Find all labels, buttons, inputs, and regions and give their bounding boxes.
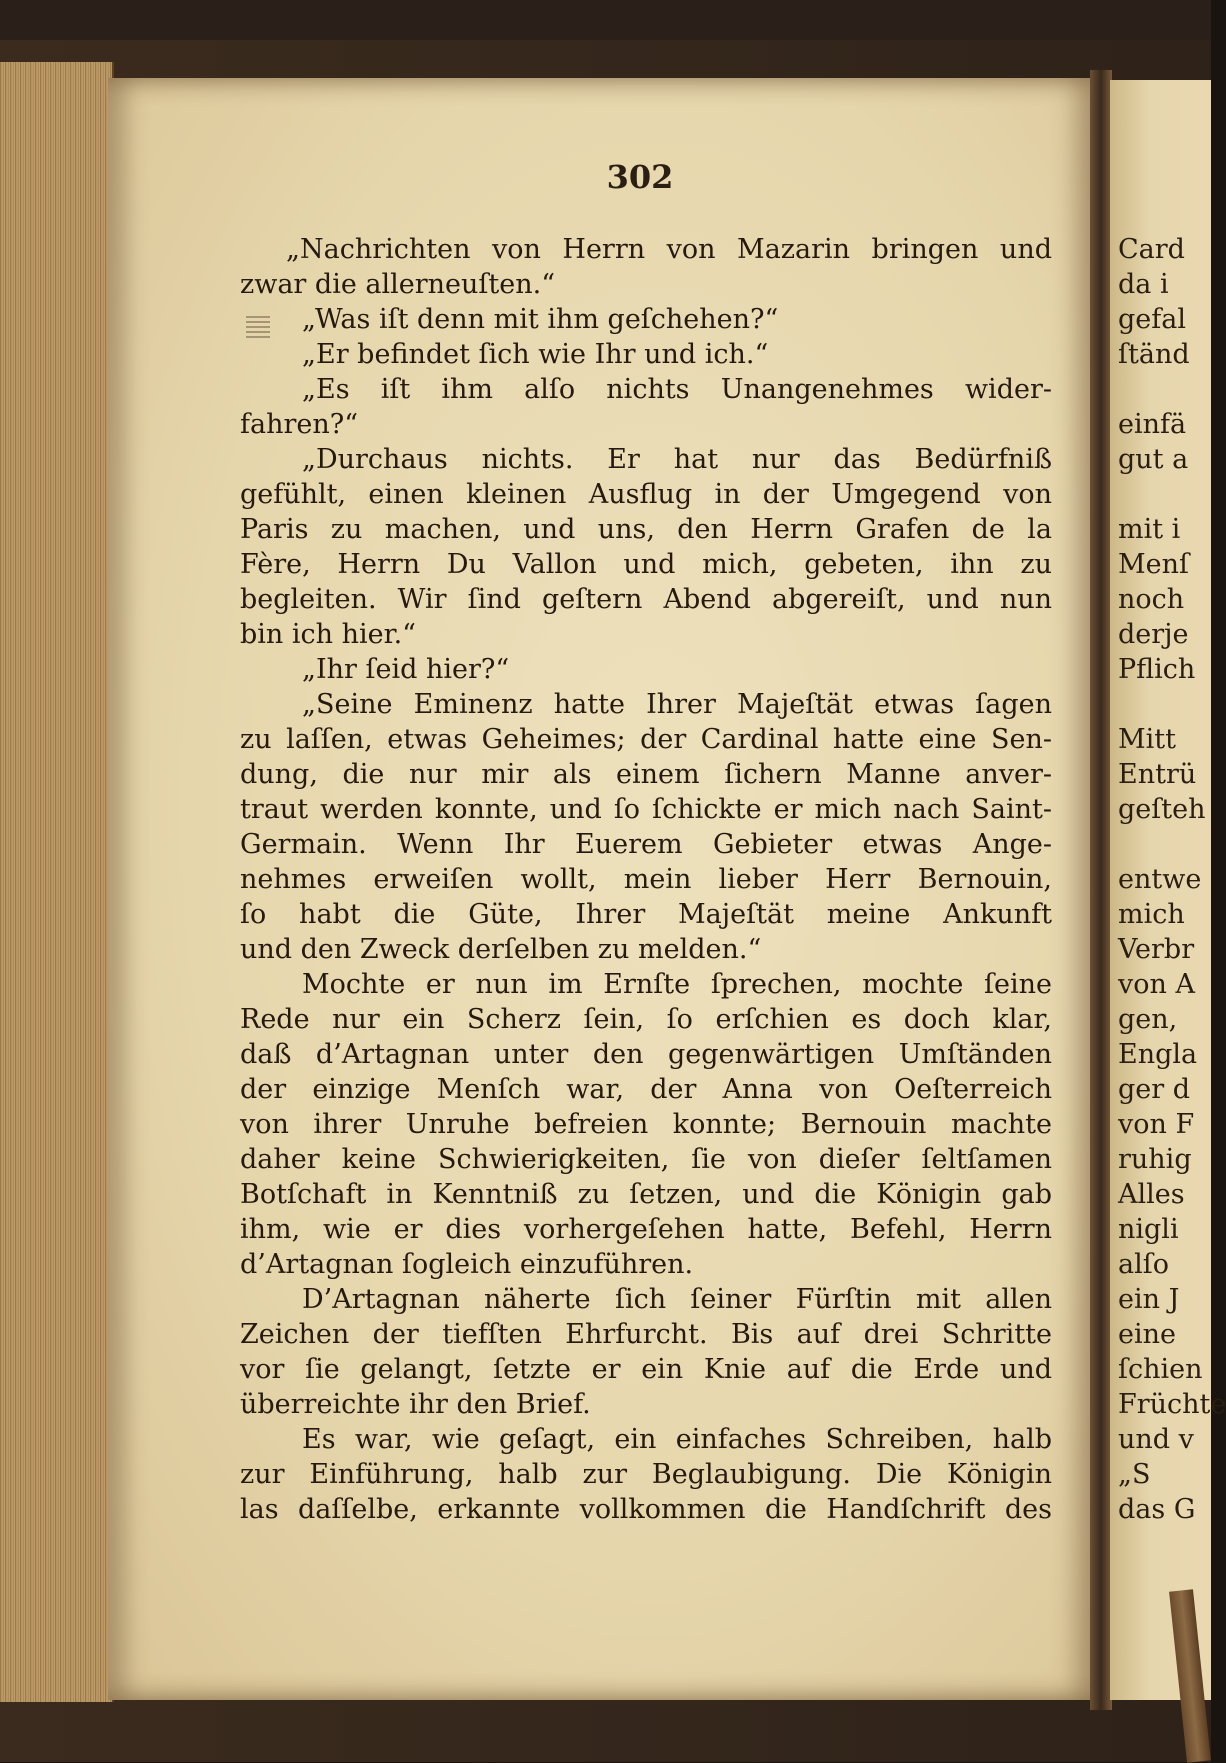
right-page-line: gut a xyxy=(1118,444,1189,475)
right-page-line: Engla xyxy=(1118,1039,1198,1070)
right-page-line: mich xyxy=(1118,899,1185,930)
text-line: und den Zweck derſelben zu melden.“ xyxy=(240,934,762,965)
text-line: Es war, wie geſagt, ein einfaches Schreiben, halb xyxy=(302,1424,1052,1455)
right-page-line: Entrü xyxy=(1118,759,1197,790)
right-page-line: „S xyxy=(1118,1459,1151,1490)
right-page-text-fragments xyxy=(1118,232,1226,1527)
right-page-line: Menſ xyxy=(1118,549,1190,580)
text-line: daher keine Schwierigkeiten, ſie von dieſer ſeltſamen xyxy=(240,1144,1052,1175)
text-line: traut werden konnte, und ſo ſchickte er mich nach Saint- xyxy=(240,794,1052,825)
text-line: Mochte er nun im Ernſte ſprechen, mochte ſeine xyxy=(302,969,1052,1000)
text-line: von ihrer Unruhe befreien konnte; Bernouin machte xyxy=(240,1109,1052,1140)
text-line: las daſſelbe, erkannte vollkommen die Handſchrift des xyxy=(240,1494,1052,1525)
right-page-line: von A xyxy=(1118,969,1195,1000)
text-line: zur Einführung, halb zur Beglaubigung. Die Königin xyxy=(240,1459,1052,1490)
right-page-line: von F xyxy=(1118,1109,1195,1140)
text-line: zu laſſen, etwas Geheimes; der Cardinal hatte eine Sen- xyxy=(240,724,1052,755)
text-line: „Durchaus nichts. Er hat nur das Bedürfniß xyxy=(302,444,1052,475)
right-page-line: und v xyxy=(1118,1424,1194,1455)
text-line: Fère, Herrn Du Vallon und mich, gebeten, ihn zu xyxy=(240,549,1052,580)
right-page-line: mit i xyxy=(1118,514,1181,545)
text-line: dung, die nur mir als einem ſichern Manne anver- xyxy=(240,759,1052,790)
page-number: 302 xyxy=(606,158,674,196)
page-edges xyxy=(0,62,114,1702)
right-page-line: Mitt xyxy=(1118,724,1176,755)
text-line: Rede nur ein Scherz ſein, ſo erſchien es doch klar, xyxy=(240,1004,1052,1035)
text-line: D’Artagnan näherte ſich ſeiner Fürſtin mit allen xyxy=(302,1284,1052,1315)
right-page-line: Card xyxy=(1118,234,1185,265)
text-line: „Was iſt denn mit ihm geſchehen?“ xyxy=(302,304,779,335)
text-line: begleiten. Wir ſind geſtern Abend abgereiſt, und nun xyxy=(240,584,1052,615)
book-gutter xyxy=(1090,70,1112,1710)
text-line: fahren?“ xyxy=(240,409,359,440)
right-page-line xyxy=(1118,827,1211,862)
text-line: „Nachrichten von Herrn von Mazarin bringen und xyxy=(286,234,1052,265)
right-page-line: einfä xyxy=(1118,409,1187,440)
right-page-line xyxy=(1118,477,1211,512)
right-page-line: da i xyxy=(1118,269,1169,300)
right-page-line: noch xyxy=(1118,584,1185,615)
right-page-line: eine xyxy=(1118,1319,1176,1350)
text-line: Botſchaft in Kenntniß zu ſetzen, und die Königin gab xyxy=(240,1179,1052,1210)
text-line: zwar die allerneuſten.“ xyxy=(240,269,556,300)
text-line: Zeichen der tiefſten Ehrfurcht. Bis auf drei Schritte xyxy=(240,1319,1052,1350)
right-page-line: gen, xyxy=(1118,1004,1178,1035)
text-line: überreichte ihr den Brief. xyxy=(240,1389,591,1420)
text-line: „Ihr ſeid hier?“ xyxy=(302,654,510,685)
right-page-line: Verbr xyxy=(1118,934,1195,965)
text-line: „Es iſt ihm alſo nichts Unangenehmes wider- xyxy=(302,374,1052,405)
right-page-line: alſo xyxy=(1118,1249,1169,1280)
text-line: gefühlt, einen kleinen Ausflug in der Umgegend von xyxy=(240,479,1052,510)
text-line: bin ich hier.“ xyxy=(240,619,416,650)
right-page-line: ein J xyxy=(1118,1284,1180,1315)
text-line: vor ſie gelangt, ſetzte er ein Knie auf die Erde und xyxy=(240,1354,1052,1385)
text-line: Germain. Wenn Ihr Euerem Gebieter etwas Ange- xyxy=(240,829,1052,860)
right-page-line: ſtänd xyxy=(1118,339,1190,370)
right-page-line: ger d xyxy=(1118,1074,1191,1105)
right-page-line: ruhig xyxy=(1118,1144,1192,1175)
text-line: der einzige Menſch war, der Anna von Oeſterreich xyxy=(240,1074,1052,1105)
text-line: ſo habt die Güte, Ihrer Majeſtät meine Ankunft xyxy=(240,899,1052,930)
text-line: d’Artagnan ſogleich einzuführen. xyxy=(240,1249,694,1280)
right-page-line: nigli xyxy=(1118,1214,1179,1245)
text-line: daß d’Artagnan unter den gegenwärtigen Umſtänden xyxy=(240,1039,1052,1070)
text-line: nehmes erweiſen wollt, mein lieber Herr Bernouin, xyxy=(240,864,1052,895)
right-page-line xyxy=(1118,687,1211,722)
right-page-line: entwe xyxy=(1118,864,1202,895)
text-line: ihm, wie er dies vorhergeſehen hatte, Befehl, Herrn xyxy=(240,1214,1052,1245)
right-page-line: Alles xyxy=(1118,1179,1185,1210)
text-line: Paris zu machen, und uns, den Herrn Grafen de la xyxy=(240,514,1052,545)
right-page-line: Früchte xyxy=(1118,1389,1226,1420)
right-page-line: ſchien xyxy=(1118,1354,1203,1385)
right-page-line: geſteh xyxy=(1118,794,1206,825)
text-line: „Seine Eminenz hatte Ihrer Majeſtät etwas ſagen xyxy=(302,689,1052,720)
right-page-line: das G xyxy=(1118,1494,1196,1525)
right-page-line: derje xyxy=(1118,619,1189,650)
right-page-line: gefal xyxy=(1118,304,1186,335)
text-line: „Er befindet ſich wie Ihr und ich.“ xyxy=(302,339,769,370)
right-page-line: Pflich xyxy=(1118,654,1196,685)
main-text-block xyxy=(240,232,1052,1527)
right-page-line xyxy=(1118,372,1211,407)
